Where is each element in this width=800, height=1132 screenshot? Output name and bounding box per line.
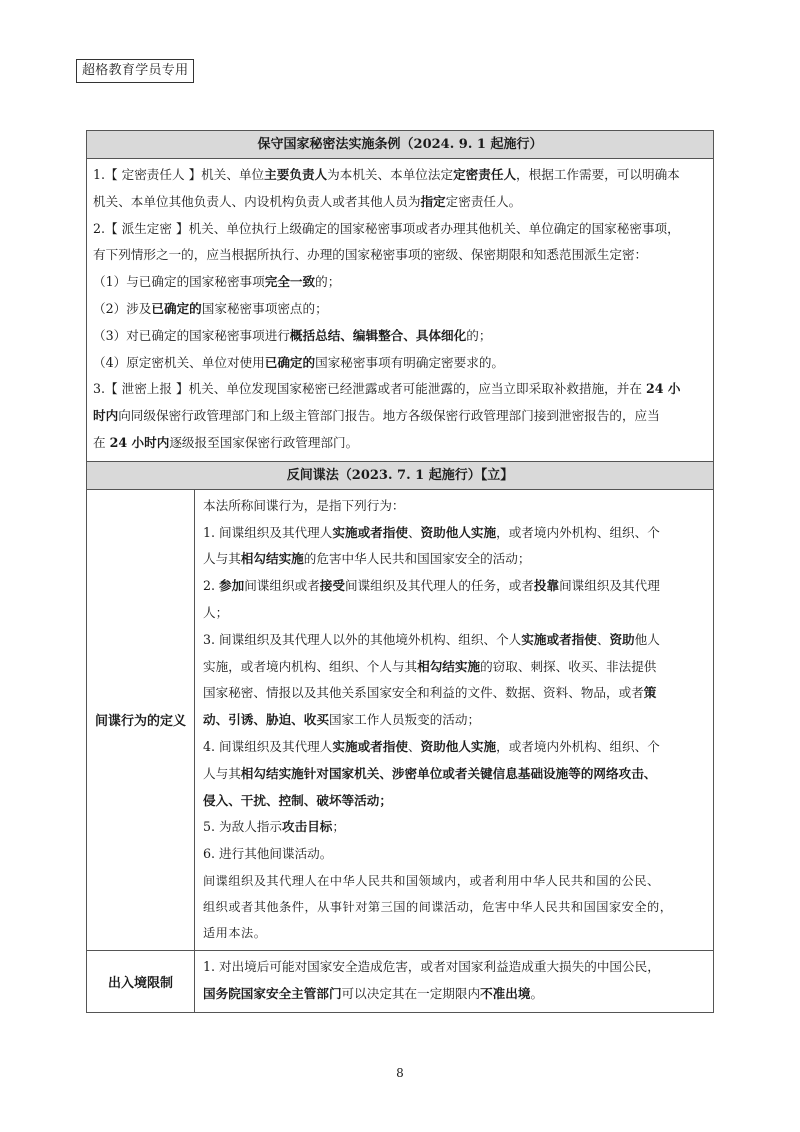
text-line [203,546,707,573]
bold-text: 侵入、干扰、控制、破坏等活动； [203,792,392,808]
text-line [203,600,707,627]
text-line [203,841,707,868]
text-line [93,350,707,377]
espionage-note [203,868,707,946]
text-span: 在 [93,434,110,450]
text-span: （2）涉及 [93,300,152,316]
text-line [93,269,707,296]
bold-text: 接受 [319,578,345,594]
text-span: 间谍组织或者 [244,578,320,594]
text-line [203,627,707,654]
bold-text: 相勾结实施 [417,658,481,674]
table-row [87,489,714,950]
text-span: 3. 间谍组织及其代理人以外的其他境外机构、组织、个人 [203,631,522,647]
text-line [93,189,707,216]
text-line [93,323,707,350]
bold-text: 资助 [609,631,635,647]
note-line: 适用本法。 [203,925,267,940]
text-line [203,573,707,600]
text-line [203,493,707,520]
text-line [93,242,707,269]
text-span: 、 [407,524,421,540]
text-span: 3.【 泄密上报 】机关、单位发现国家秘密已经泄露或者可能泄露的，应当立即采取补救措施，并在 [93,381,646,397]
text-span: 的； [466,327,492,343]
text-span: 的危害中华人民共和国国家安全的活动； [303,551,531,567]
bold-text: 相勾结实施 [240,551,304,567]
text-line [93,296,707,323]
page-number: 8 [396,1066,404,1080]
bold-text: 实施或者指使 [521,631,597,647]
text-span: 国家工作人员叛变的活动； [328,712,481,728]
row-content [195,950,714,1012]
text-span: 人与其 [203,551,241,567]
text-span: 4. 间谍组织及其代理人 [203,738,333,754]
bold-text: 策 [643,685,657,701]
exit-restriction-lines [203,954,707,1008]
text-span: 2. [203,578,220,594]
text-span: 国家秘密事项密点的； [201,300,328,316]
text-line [203,654,707,681]
note-line: 组织或者其他条件，从事针对第三国的间谍活动，危害中华人民共和国国家安全的， [203,899,673,914]
bold-text: 指定 [420,193,446,209]
row-content [195,489,714,950]
text-span: 向同级保密行政管理部门和上级主管部门报告。地方各级保密行政管理部门接到泄密报告的，应当 [118,408,660,424]
text-span: 人； [203,604,229,620]
text-span: ，或者境内外机构、组织、个 [496,524,660,540]
text-span: 定密责任人。 [445,193,522,209]
bold-text: 动、引诱、胁迫、收买 [203,712,329,728]
text-span: （4）原定密机关、单位对使用 [93,354,265,370]
text-span: 、 [407,738,421,754]
bold-text: 定密责任人 [453,167,517,182]
text-line [203,761,707,788]
text-line [93,162,707,189]
text-line [203,954,707,981]
note-line: 间谍组织及其代理人在中华人民共和国领域内，或者利用中华人民共和国的公民、 [203,873,660,888]
row-label: 出入境限制 [87,950,195,1012]
text-span: 本法所称间谍行为，是指下列行为： [203,497,405,513]
text-span: ，或者境内外机构、组织、个 [496,738,660,754]
bold-text: 24 小时内 [109,434,170,450]
bold-text: 已确定的 [151,300,202,316]
text-span: 1.【 定密责任人 】机关、单位 [93,167,265,182]
text-span: ； [332,819,345,835]
text-span: （3）对已确定的国家秘密事项进行 [93,327,290,343]
bold-text: 国务院国家安全主管部门 [203,985,342,1001]
text-span: 实施，或者境内机构、组织、个人与其 [203,658,418,674]
text-span: 2.【 派生定密 】机关、单位执行上级确定的国家秘密事项或者办理其他机关、单位确定的国家秘密事项， [93,220,680,236]
text-span: ，根据工作需要，可以明确本 [516,167,680,182]
text-span: 5. 为敌人指示 [203,819,282,835]
bold-text: 概括总结、编辑整合、具体细化 [289,327,467,343]
text-span: 的； [315,274,341,290]
section1-title: 保守国家秘密法实施条例（2024. 9. 1 起施行） [87,131,714,159]
text-span: 、 [596,631,610,647]
text-line [203,707,707,734]
text-line [93,430,707,457]
text-span: （1）与已确定的国家秘密事项 [93,274,265,290]
bold-text: 时内 [93,408,119,424]
text-span: 1. 对出境后可能对国家安全造成危害，或者对国家利益造成重大损失的中国公民， [203,958,660,974]
bold-text: 24 小 [645,381,681,397]
bold-text: 主要负责人 [264,167,328,182]
bold-text: 资助他人实施 [420,524,497,540]
text-line [203,981,707,1008]
section2-title: 反间谍法（2023. 7. 1 起施行）【立】 [87,461,714,489]
text-span: 机关、本单位其他负责人、内设机构负责人或者其他人员为 [93,193,421,209]
text-span: 他人 [634,631,660,647]
header-tag: 超格教育学员专用 [76,59,194,83]
text-span: 人与其 [203,765,241,781]
text-span: 国家秘密事项有明确定密要求的。 [315,354,505,370]
bold-text: 不准出境 [480,985,531,1001]
text-span: 间谍组织及其代理 [559,578,660,594]
text-line [93,216,707,243]
text-line [203,814,707,841]
text-span: 有下列情形之一的，应当根据所执行、办理的国家秘密事项的密级、保密期限和知悉范围派生定密： [93,247,648,263]
row-label: 间谍行为的定义 [87,489,195,950]
text-span: 可以决定其在一定期限内 [341,985,481,1001]
text-line [93,403,707,430]
text-span: 6. 进行其他间谍活动。 [203,846,333,862]
section1-lines [93,162,707,457]
text-span: 。 [530,985,544,1001]
bold-text: 相勾结实施针对国家机关、涉密单位或者关键信息基础设施等的网络攻击、 [240,765,657,781]
text-span: 国家秘密、情报以及其他关系国家安全和利益的文件、数据、资料、物品，或者 [203,685,644,701]
bold-text: 参加 [219,578,245,594]
text-span: 的窃取、刺探、收买、非法提供 [480,658,657,674]
bold-text: 已确定的 [264,354,316,370]
text-line [203,680,707,707]
text-span: 为本机关、本单位法定 [327,167,454,182]
bold-text: 完全一致 [264,274,316,290]
bold-text: 实施或者指使 [332,524,408,540]
bold-text: 实施或者指使 [332,738,408,754]
text-line [203,788,707,815]
text-span: 1. 间谍组织及其代理人 [203,524,333,540]
text-span: 逐级报至国家保密行政管理部门。 [169,434,359,450]
text-line [203,734,707,761]
bold-text: 攻击目标 [282,819,333,835]
bold-text: 投靠 [533,578,560,594]
espionage-definition-lines [203,493,707,868]
section1-body [87,159,714,462]
content-table [86,130,714,1013]
text-span: 间谍组织及其代理人的任务，或者 [344,578,534,594]
text-line [93,376,707,403]
table-row [87,950,714,1012]
bold-text: 资助他人实施 [420,738,497,754]
text-line [203,520,707,547]
